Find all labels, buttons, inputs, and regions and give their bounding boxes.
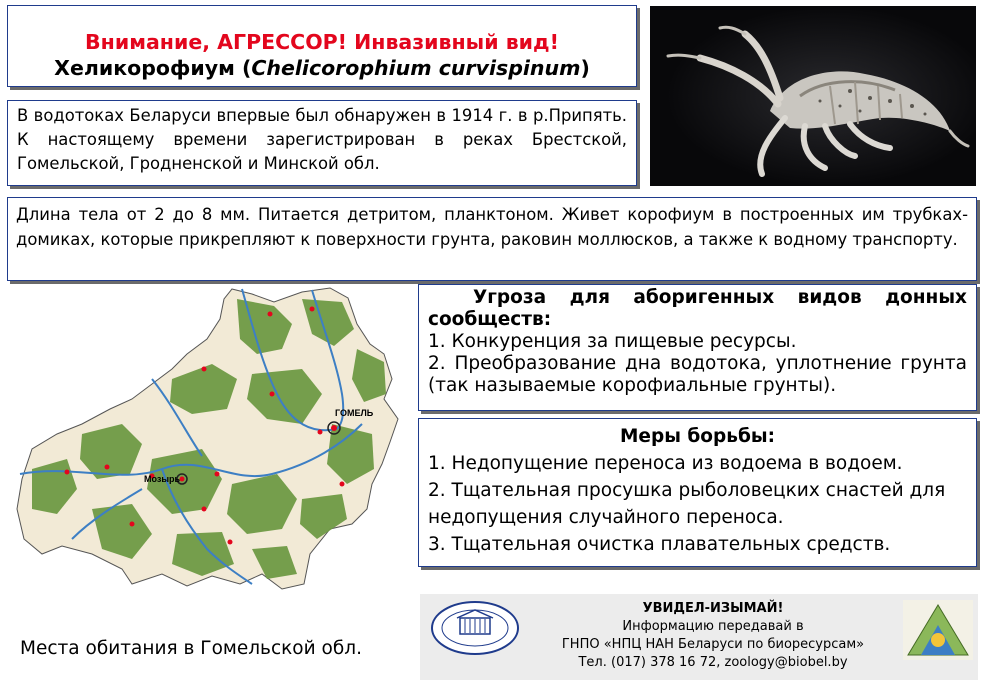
measures-item: 3. Тщательная очистка плавательных средств. [428, 534, 891, 555]
biology-text: Длина тела от 2 до 8 мм. Питается детритом, планктоном. Живет корофиум в построенных им трубках-домиках, которые прикрепляют к поверхности грунта, раковин моллюсков, а также к водному транспорту. [7, 197, 977, 281]
measures-item: 1. Недопущение переноса из водоема в водоем. [428, 453, 903, 474]
measures-box [418, 418, 977, 567]
contact-line: Информацию передавай в [622, 619, 804, 634]
contact-text [523, 600, 903, 672]
city-label-mozyr: Мозырь [144, 474, 181, 484]
contact-line: ГНПО «НПЦ НАН Беларуси по биоресурсам» [561, 637, 865, 652]
threat-item: 2. Преобразование дна водотока, уплотнение грунта (так называемые корофиальные грунты). [428, 353, 967, 396]
contact-panel [420, 594, 978, 680]
threat-box [418, 284, 977, 411]
threat-item: 1. Конкуренция за пищевые ресурсы. [428, 331, 797, 352]
intro-text: В водотоках Беларуси впервые был обнаружен в 1914 г. в р.Припять. К настоящему времени зарегистрирован в реках Брестской, Гомельской, Гродненской и Минской обл. [7, 100, 637, 186]
species-photo [650, 6, 976, 186]
institute-logo-icon [430, 600, 520, 656]
species-name-ru: Хеликорофиум ( [54, 56, 252, 80]
gomel-region-map [12, 284, 407, 604]
title-box [7, 5, 637, 87]
city-label-gomel: ГОМЕЛЬ [335, 408, 374, 418]
measures-item: 2. Тщательная просушка рыболовецких снастей для недопущения случайного переноса. [428, 480, 946, 528]
contact-line: Тел. (017) 378 16 72, zoology@biobel.by [578, 655, 848, 670]
contact-slogan: УВИДЕЛ-ИЗЫМАЙ! [642, 601, 784, 616]
species-title [8, 55, 636, 81]
warning-title: Внимание, АГРЕССОР! Инвазивный вид! [85, 30, 559, 54]
species-name-latin: Chelicorophium curvispinum [251, 56, 581, 80]
map-caption: Места обитания в Гомельской обл. [20, 638, 362, 659]
bioresources-logo-icon [903, 600, 973, 660]
measures-heading: Меры борьбы: [620, 426, 775, 447]
threat-heading: Угроза для аборигенных видов донных сообществ: [428, 287, 967, 330]
species-title-close: ) [580, 56, 590, 80]
